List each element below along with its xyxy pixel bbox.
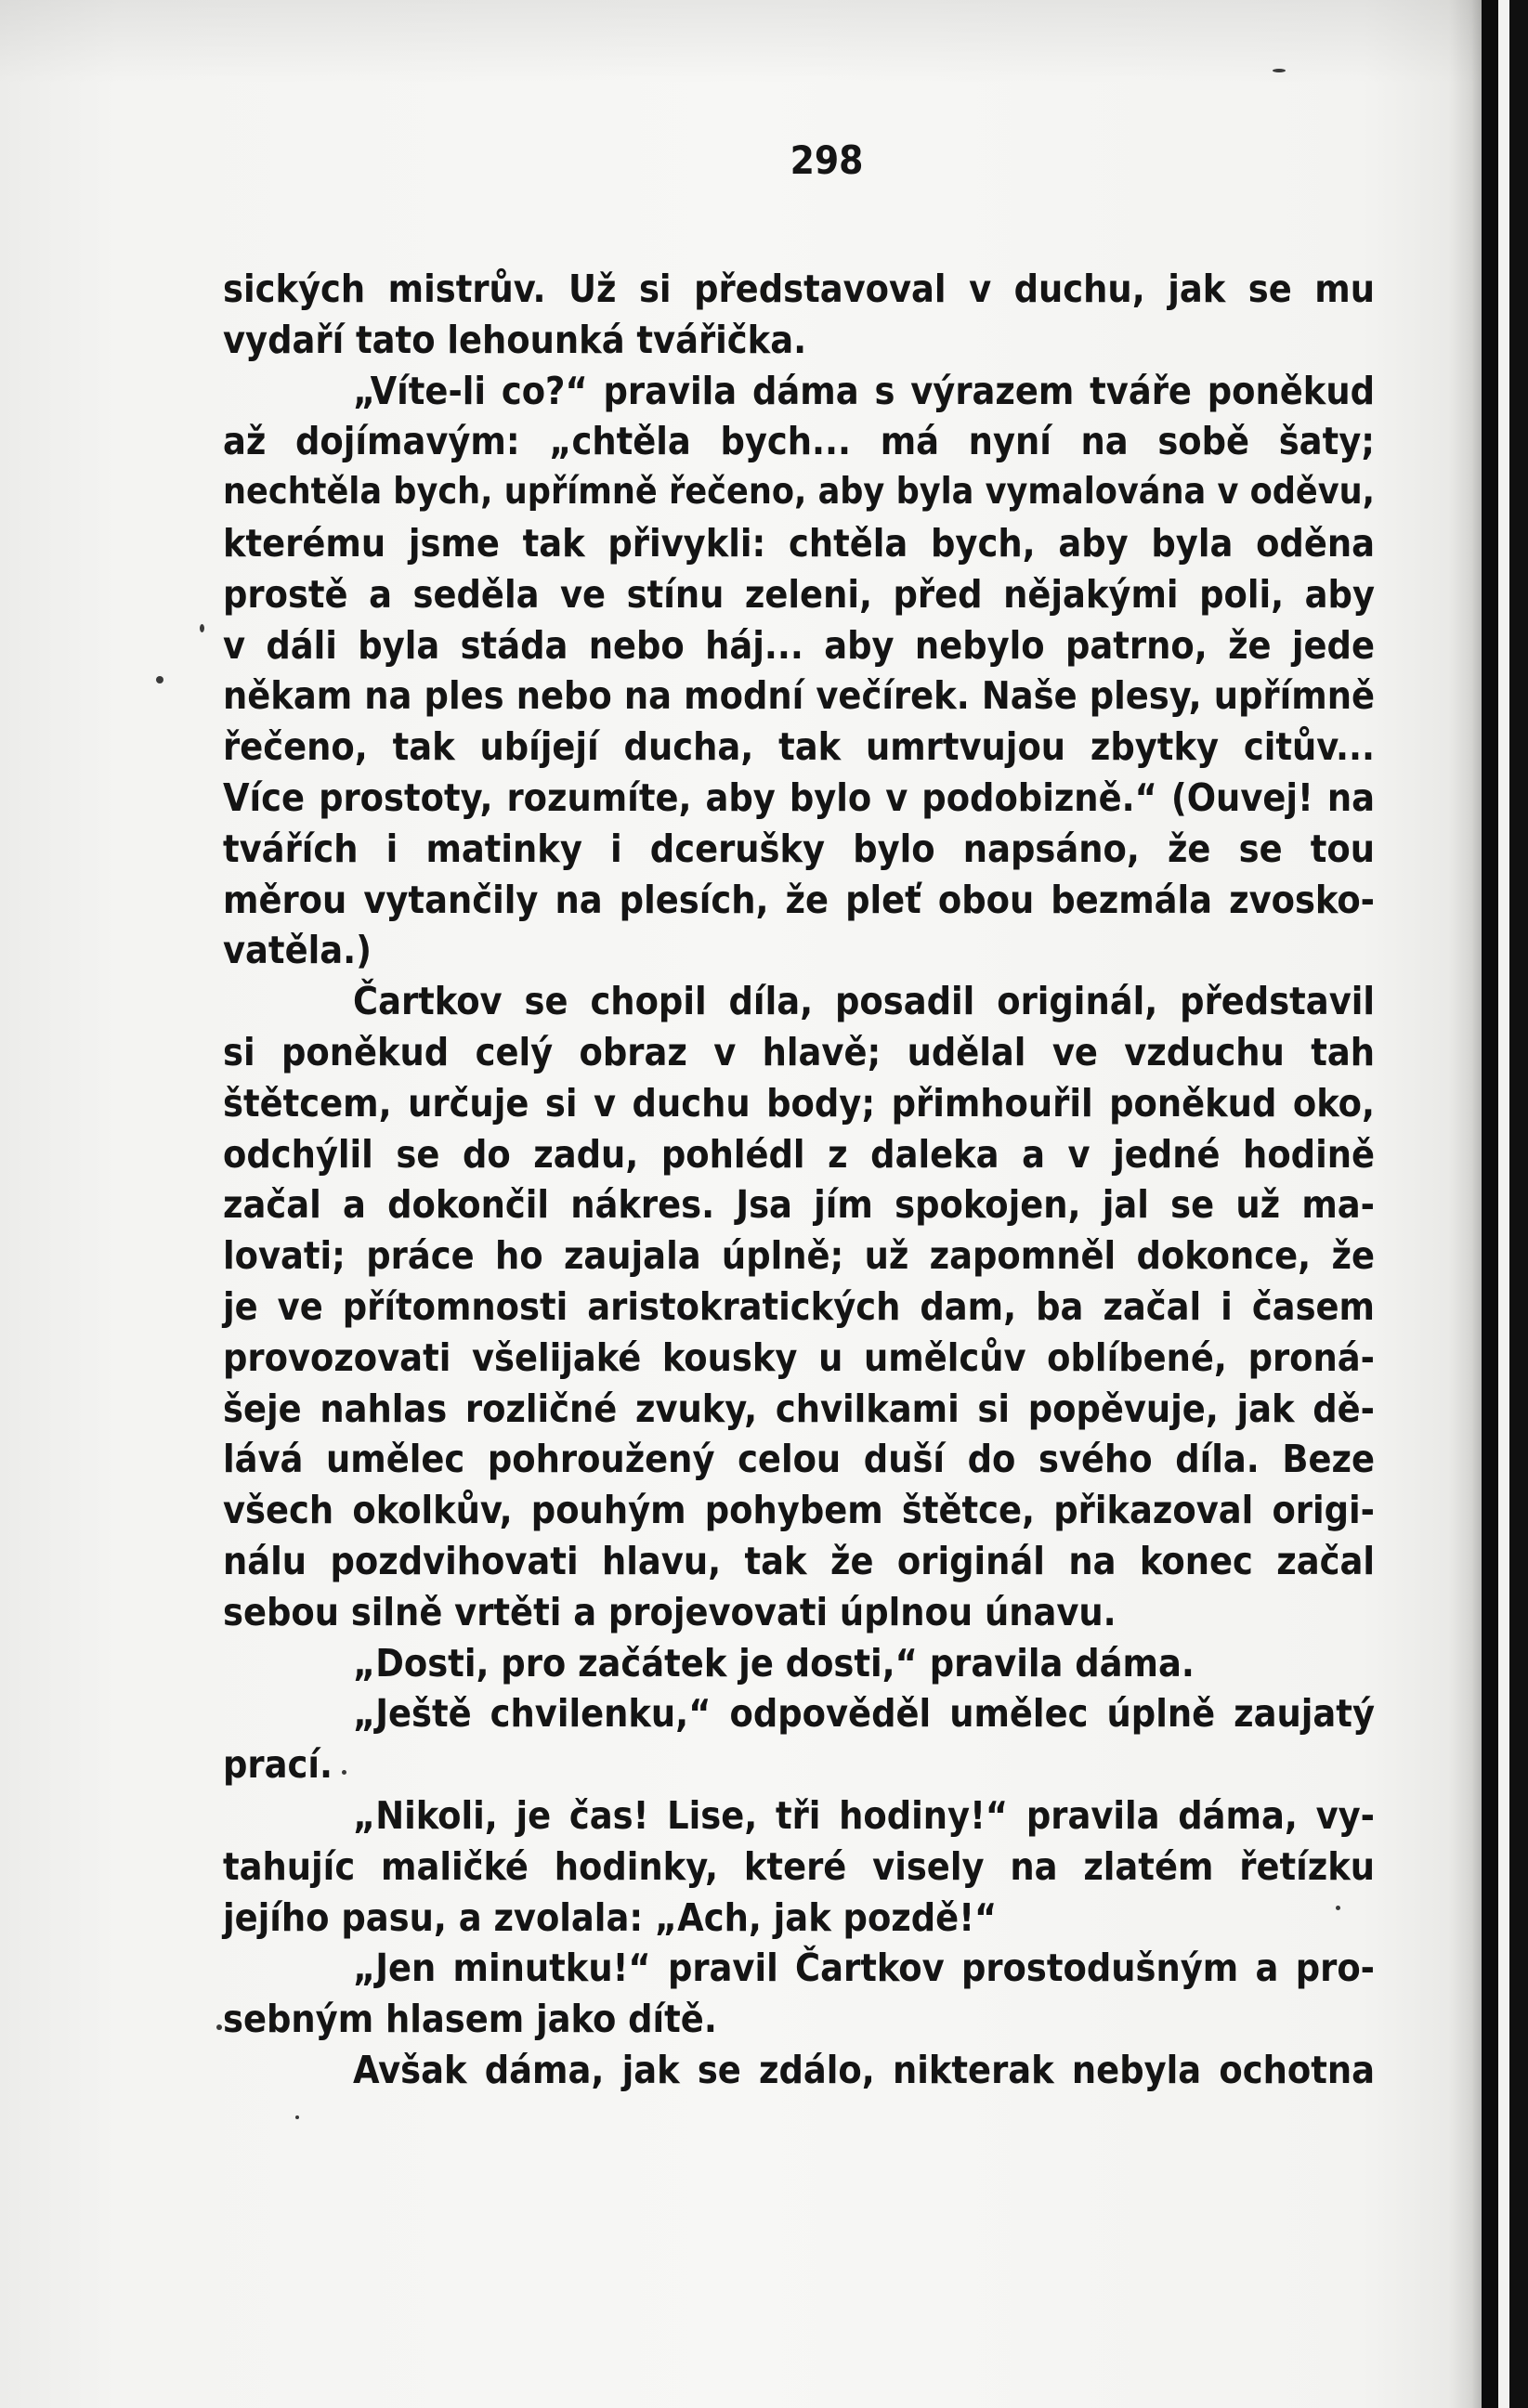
text-line: „Dosti, pro začátek je dosti,“ pravila dáma. <box>353 1640 1195 1686</box>
text-line: vatěla.) <box>223 928 372 973</box>
text-line: Čartkov se chopil díla, posadil originál, představil <box>353 979 1375 1024</box>
book-gutter-light <box>1498 0 1509 2408</box>
text-line: provozovati všelijaké kousky u umělcův oblíbené, proná- <box>223 1334 1375 1380</box>
text-line: „Ještě chvilenku,“ odpověděl umělec úplně zaujatý <box>353 1691 1375 1737</box>
text-line: lovati; práce ho zaujala úplně; už zapomněl dokonce, že <box>223 1233 1375 1279</box>
book-gutter-edge <box>1509 0 1528 2408</box>
body-text <box>223 264 1375 2096</box>
text-line: nálu pozdvihovati hlavu, tak že originál na konec začal <box>223 1538 1375 1583</box>
text-line: šeje nahlas rozličné zvuky, chvilkami si popěvuje, jak dě- <box>223 1386 1375 1431</box>
paper-speck <box>216 2024 222 2030</box>
text-line: prostě a seděla ve stínu zeleni, před nějakými poli, aby <box>223 571 1375 617</box>
text-line: je ve přítomnosti aristokratických dam, ba začal i časem <box>223 1283 1375 1329</box>
page-edge-shadow <box>1449 0 1486 2408</box>
paper-speck <box>1273 69 1286 72</box>
text-line: tvářích i matinky i dcerušky bylo napsáno, že se tou <box>223 826 1375 871</box>
text-line: všech okolkův, pouhým pohybem štětce, přikazoval origi- <box>223 1488 1375 1533</box>
text-line: si poněkud celý obraz v hlavě; udělal ve vzduchu tah <box>223 1029 1375 1074</box>
book-gutter-dark <box>1482 0 1498 2408</box>
page-number: 298 <box>790 137 864 183</box>
text-line: někam na ples nebo na modní večírek. Naše plesy, upřímně <box>223 673 1375 719</box>
text-line: Více prostoty, rozumíte, aby bylo v podobizně.“ (Ouvej! na <box>223 774 1375 820</box>
text-line: sebným hlasem jako dítě. <box>223 1997 717 2042</box>
text-line: tahujíc maličké hodinky, které visely na zlatém řetízku <box>223 1843 1375 1889</box>
text-line: nechtěla bych, upřímně řečeno, aby byla vymalována v oděvu, <box>223 471 1375 514</box>
text-line: odchýlil se do zadu, pohlédl z daleka a v jedné hodině <box>223 1131 1375 1177</box>
text-line: vydaří tato lehounká tvářička. <box>223 317 807 362</box>
text-line: Avšak dáma, jak se zdálo, nikterak nebyla ochotna <box>353 2047 1375 2092</box>
text-line: v dáli byla stáda nebo háj... aby nebylo patrno, že jede <box>223 622 1375 668</box>
text-line: „Jen minutku!“ pravil Čartkov prostodušným a pro- <box>353 1946 1375 1991</box>
text-line: kterému jsme tak přivykli: chtěla bych, aby byla oděna <box>223 520 1375 566</box>
text-line: až dojímavým: „chtěla bych... má nyní na sobě šaty; <box>223 419 1375 464</box>
text-line: sických mistrův. Už si představoval v duchu, jak se mu <box>223 267 1375 311</box>
paper-speck <box>200 624 204 632</box>
text-line: jejího pasu, a zvolala: „Ach, jak pozdě!“ <box>223 1894 998 1940</box>
text-line: sebou silně vrtěti a projevovati úplnou únavu. <box>223 1589 1117 1634</box>
page-top-shadow <box>0 0 1482 84</box>
text-line: štětcem, určuje si v duchu body; přimhouřil poněkud oko, <box>223 1080 1375 1126</box>
paper-speck <box>156 676 163 683</box>
text-line: měrou vytančily na plesích, že pleť obou bezmála zvosko- <box>223 877 1375 922</box>
text-line: lává umělec pohroužený celou duší do svého díla. Beze <box>223 1437 1375 1482</box>
text-line: řečeno, tak ubíjejí ducha, tak umrtvujou zbytky citův... <box>223 724 1375 770</box>
text-line: začal a dokončil nákres. Jsa jím spokojen, jal se už ma- <box>223 1182 1375 1228</box>
text-line: „Víte-li co?“ pravila dáma s výrazem tváře poněkud <box>353 368 1375 413</box>
text-line: „Nikoli, je čas! Lise, tři hodiny!“ pravila dáma, vy- <box>353 1792 1375 1838</box>
text-line: prací. <box>223 1742 333 1788</box>
paper-speck <box>295 2115 299 2119</box>
